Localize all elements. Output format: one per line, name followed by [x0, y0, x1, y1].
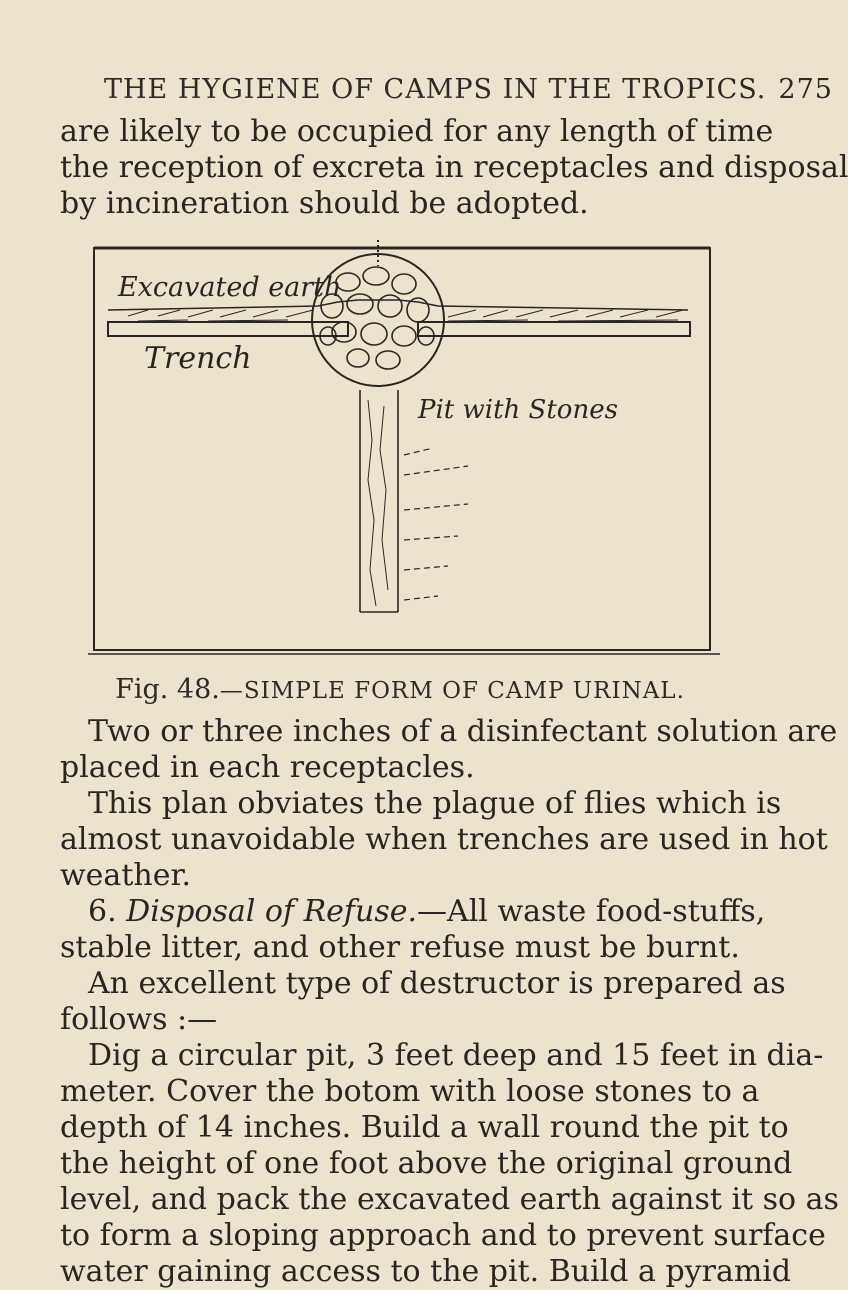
- earth-hatching-left: [128, 310, 313, 321]
- text-line: follows :—: [60, 1002, 218, 1037]
- text-line: weather.: [60, 858, 192, 893]
- text-line: the reception of excreta in receptacles and disposal: [60, 150, 848, 185]
- section-heading: Disposal of Refuse.: [126, 894, 418, 929]
- page-number: 275: [778, 74, 833, 105]
- label-pit-with-stones: Pit with Stones: [418, 395, 618, 425]
- text-line: by incineration should be adopted.: [60, 186, 589, 221]
- caption-figure-number: Fig. 48.: [115, 674, 220, 705]
- text-line: Dig a circular pit, 3 feet deep and 15 feet in dia-: [88, 1038, 824, 1073]
- text-line: meter. Cover the botom with loose stones to a: [60, 1074, 760, 1109]
- text-line: level, and pack the excavated earth against it so as: [60, 1182, 839, 1217]
- text-line: the height of one foot above the original ground: [60, 1146, 793, 1181]
- section-number: 6.: [88, 894, 117, 929]
- text-line: water gaining access to the pit. Build a pyramid: [60, 1254, 792, 1289]
- text-line: placed in each receptacles.: [60, 750, 475, 785]
- text-line: are likely to be occupied for any length of time: [60, 114, 774, 149]
- running-head: [104, 74, 833, 105]
- trench-right: [418, 322, 690, 336]
- body-text: [60, 714, 839, 1290]
- caption-title: —SIMPLE FORM OF CAMP URINAL.: [219, 678, 685, 704]
- text-line: almost unavoidable when trenches are used in hot: [60, 822, 828, 857]
- text-line: This plan obviates the plague of flies which is: [88, 786, 782, 821]
- figure-caption: [0, 674, 800, 705]
- text-line: depth of 14 inches. Build a wall round the pit to: [60, 1110, 789, 1145]
- intro-paragraph: [60, 114, 848, 222]
- text-line: stable litter, and other refuse must be burnt.: [60, 930, 740, 965]
- vertical-trench: [360, 390, 398, 612]
- label-excavated-earth: Excavated earth: [118, 272, 342, 303]
- dashed-guides: [404, 448, 468, 600]
- running-title: THE HYGIENE OF CAMPS IN THE TROPICS.: [104, 74, 767, 105]
- urinal-diagram: [88, 240, 720, 660]
- text-line: An excellent type of destructor is prepared as: [88, 966, 786, 1001]
- section-heading-line: [60, 894, 766, 930]
- text-line: Two or three inches of a disinfectant solution are: [88, 714, 838, 749]
- label-trench: Trench: [144, 341, 252, 376]
- text-line: to form a sloping approach and to prevent surface: [60, 1218, 826, 1253]
- section-lead-text: —All waste food-stuffs,: [417, 894, 766, 929]
- earth-hatching-right: [448, 310, 683, 321]
- figure-48: [88, 240, 720, 660]
